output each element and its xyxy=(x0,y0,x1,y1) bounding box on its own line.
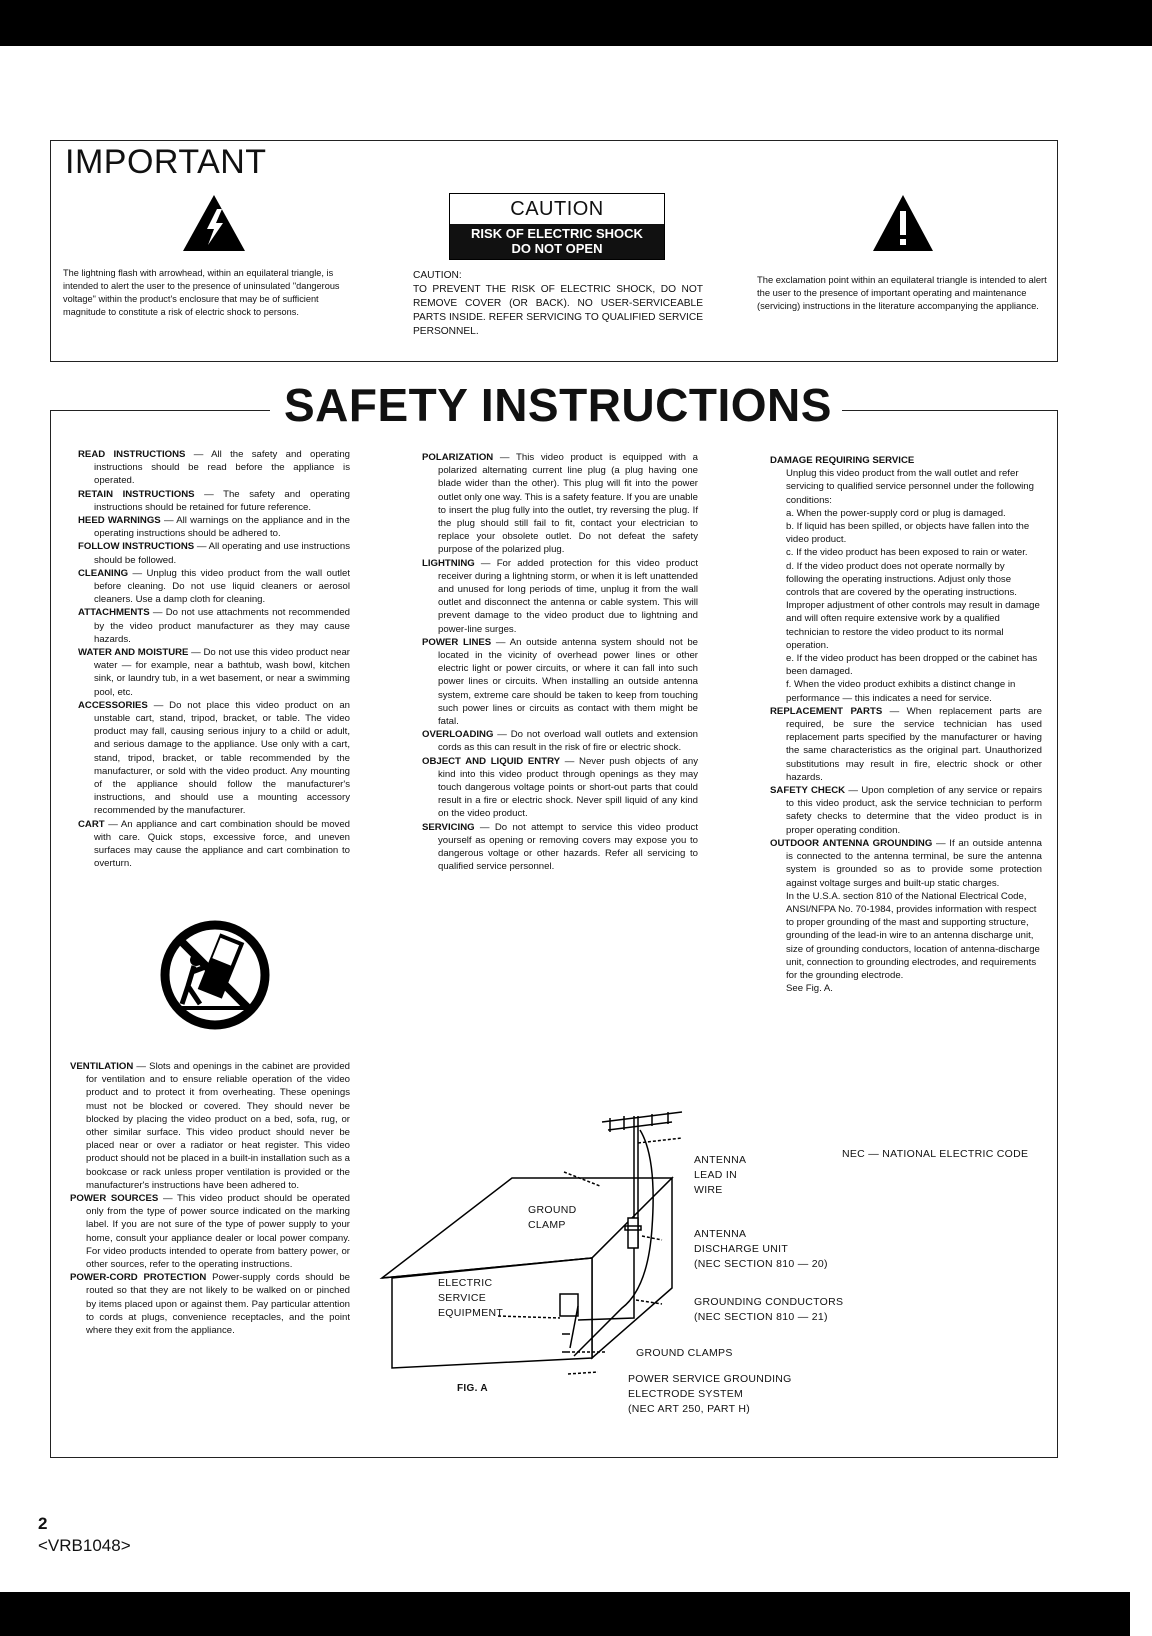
damage-condition: b. If liquid has been spilled, or objects have fallen into the video product. xyxy=(786,521,1030,546)
safety-column-3 xyxy=(770,454,1042,995)
safety-item-text: — For added protection for this video product receiver during a lightning storm, or when it is left unattended and unused for long periods of time, unplug it from the wall outlet and disconnect the antenna or cable system. This will prevent damage to the video product due to lightning and power-line surges. xyxy=(438,557,698,635)
damage-heading xyxy=(770,454,1042,467)
safety-item-text: — Upon completion of any service or repairs to this video product, ask the service technician to perform safety checks to determine that the video product is in proper operating condition. xyxy=(786,785,1042,836)
exclamation-explanation: The exclamation point within an equilateral triangle is intended to alert the user to the presence of important operating and maintenance (servicing) instructions in the literature accompanying the appliance. xyxy=(757,274,1047,311)
electric-line3: EQUIPMENT xyxy=(438,1307,504,1319)
conductors-line1: GROUNDING CONDUCTORS xyxy=(694,1296,844,1308)
electric-line2: SERVICE xyxy=(438,1292,487,1304)
safety-column-1-lower xyxy=(70,1060,350,1337)
safety-item xyxy=(78,646,350,699)
caution-label xyxy=(449,193,665,260)
safety-item xyxy=(78,514,350,540)
safety-item xyxy=(78,606,350,646)
safety-item-term: RETAIN INSTRUCTIONS xyxy=(78,488,195,500)
safety-item-text: — Do not use attachments not recommended by the video product manufacturer as they may cause hazards. xyxy=(94,607,350,645)
safety-item xyxy=(422,821,698,874)
safety-item xyxy=(770,784,1042,837)
safety-item-text: — Never push objects of any kind into this video product through openings as they may touch dangerous voltage points or short-out parts that could result in a fire or electric shock. Never spill liquid of any kind on the video product. xyxy=(438,755,698,820)
caution-label-title: CAUTION xyxy=(510,198,604,220)
caution-label-line1: RISK OF ELECTRIC SHOCK xyxy=(471,226,643,241)
safety-item xyxy=(70,1060,350,1192)
safety-item xyxy=(770,705,1042,784)
discharge-unit-label xyxy=(694,1227,828,1272)
caution-text: TO PREVENT THE RISK OF ELECTRIC SHOCK, DO NOT REMOVE COVER (OR BACK). NO USER-SERVICEABLE PARTS INSIDE. REFER SERVICING TO QUALIFIED SERVICE PERSONNEL. xyxy=(413,284,703,337)
safety-item xyxy=(78,448,350,488)
damage-condition: a. When the power-supply cord or plug is damaged. xyxy=(786,507,1006,519)
antenna-lead-line3: WIRE xyxy=(694,1184,723,1196)
antenna-lead-line2: LEAD IN xyxy=(694,1169,737,1181)
safety-item xyxy=(422,557,698,636)
safety-item-term: ATTACHMENTS xyxy=(78,607,150,619)
bottom-scan-border xyxy=(0,1592,1130,1636)
safety-item xyxy=(422,451,698,557)
page-number: 2 xyxy=(38,1514,48,1533)
safety-item-text: — Do not place this video product on an unstable cart, stand, tripod, bracket, or table. The video product may fall, causing serious injury to a child or adult, and serious damage to the appliance. Use only with a cart, stand, tripod, bracket, or table recommended by the manufacturer, or sold with the video product. Any mounting of the appliance should follow the manufacturer's instructions, and should use a mounting accessory recommended by the manufacturer. xyxy=(94,699,350,817)
ground-clamp-label xyxy=(528,1203,576,1233)
important-title: IMPORTANT xyxy=(65,143,267,181)
electric-line1: ELECTRIC xyxy=(438,1277,493,1289)
safety-item xyxy=(422,636,698,728)
safety-item-term: ACCESSORIES xyxy=(78,699,148,711)
caution-label-warning xyxy=(450,224,664,259)
safety-item-term: SAFETY CHECK xyxy=(770,785,846,797)
safety-column-1 xyxy=(78,448,350,871)
safety-item-text: — This video product is equipped with a polarized alternating current line plug (a plug having one blade wider than the other). This plug will fit into the power outlet only one way. This is a safety feature. If you are unable to insert the plug fully into the outlet, try reversing the plug. If the plug should still fail to fit, contact your electrician to replace your obsolete outlet. Do not defeat the safety purpose of the polarized plug. xyxy=(438,452,698,556)
safety-item xyxy=(770,837,1042,890)
electrode-line3: (NEC ART 250, PART H) xyxy=(628,1403,751,1415)
safety-item-text: — This video product should be operated only from the type of power source indicated on the marking label. If you are not sure of the type of power supply to your home, consult your appliance dealer or local power company. For video products intended to operate from battery power, or other sources, refer to the operating instructions. xyxy=(86,1193,351,1271)
safety-item-term: POLARIZATION xyxy=(422,452,494,463)
safety-item-term: READ INSTRUCTIONS xyxy=(78,449,186,460)
damage-condition: c. If the video product has been exposed to rain or water. xyxy=(786,547,1028,559)
damage-condition: f. When the video product exhibits a distinct change in performance — this indicates a need for service. xyxy=(786,679,1016,704)
antenna-lead-line1: ANTENNA xyxy=(694,1154,747,1166)
caution-label-line2: DO NOT OPEN xyxy=(511,241,603,256)
safety-item-term: WATER AND MOISTURE xyxy=(78,647,189,659)
figure-caption: FIG. A xyxy=(457,1383,488,1394)
safety-item-term: POWER SOURCES xyxy=(70,1193,159,1205)
safety-item xyxy=(78,567,350,607)
safety-item-text: — Unplug this video product from the wall outlet before cleaning. Do not use liquid cleaners or aerosol cleaners. Use a damp cloth for cleaning. xyxy=(94,567,350,606)
ground-clamps-label: GROUND CLAMPS xyxy=(636,1347,733,1359)
safety-item-term: DAMAGE REQUIRING SERVICE xyxy=(770,455,915,466)
nec-note: NEC — NATIONAL ELECTRIC CODE xyxy=(842,1148,1029,1160)
safety-item-term: VENTILATION xyxy=(70,1061,134,1072)
nec-paragraph: In the U.S.A. section 810 of the National Electrical Code, ANSI/NFPA No. 70-1984, provides information with respect to proper grounding of the mast and supporting structure, grounding of the lead-in wire to an antenna discharge unit, size of grounding conductors, location of antenna-discharge unit, connection to grounding electrodes, and requirements for the grounding electrode. xyxy=(786,890,1040,981)
electric-service-label xyxy=(438,1276,503,1321)
safety-item-text: — An outside antenna system should not be located in the vicinity of overhead power lines or other electric light or power circuits, or where it can fall into such power lines or circuits. When installing an outside antenna system, extreme care should be taken to keep from touching such power lines or circuits as contact with them might be fatal. xyxy=(438,636,698,728)
safety-item-text: — Slots and openings in the cabinet are provided for ventilation and to ensure reliable operation of the video product and to protect it from overheating. These openings must not be blocked or covered. They should never be blocked by placing the video product on a bed, sofa, rug, or other similar surface. This video product should never be placed near or over a radiator or heat register. This video product should not be placed in a built-in installation such as a bookcase or rack unless proper ventilation is provided or the manufacturer's instructions have been adhered to. xyxy=(86,1061,350,1191)
safety-item-term: HEED WARNINGS xyxy=(78,515,161,527)
grounding-conductors-label xyxy=(694,1295,843,1325)
safety-item-term: POWER-CORD PROTECTION xyxy=(70,1272,207,1284)
safety-item xyxy=(78,699,350,818)
safety-item-term: OVERLOADING xyxy=(422,729,494,741)
lightning-explanation: The lightning flash with arrowhead, within an equilateral triangle, is intended to alert the user to the presence of uninsulated "dangerous voltage" within the product's enclosure that may be of sufficient magnitude to constitute a risk of electric shock to persons. xyxy=(63,268,340,317)
discharge-line3: (NEC SECTION 810 — 20) xyxy=(694,1258,828,1270)
safety-item-term: OBJECT AND LIQUID ENTRY xyxy=(422,755,561,767)
ground-clamp-line2: CLAMP xyxy=(528,1219,566,1231)
no-cart-tipover-icon xyxy=(160,920,270,1030)
important-notice-box xyxy=(50,140,1058,362)
safety-item-text: — An appliance and cart combination should be moved with care. Quick stops, excessive force, and uneven surfaces may cause the appliance and cart combination to overturn. xyxy=(94,818,350,870)
safety-item xyxy=(70,1271,350,1337)
safety-item-text: — Do not overload wall outlets and extension cords as this can result in the risk of fire or electric shock. xyxy=(438,729,698,754)
safety-item-text: — If an outside antenna is connected to the antenna terminal, be sure the antenna system is grounded so as to provide some protection against voltage surges and built-up static charges. xyxy=(786,837,1042,889)
safety-item-text: — The safety and operating instructions should be retained for future reference. xyxy=(94,488,350,513)
safety-item-term: CLEANING xyxy=(78,567,129,579)
damage-intro: Unplug this video product from the wall outlet and refer servicing to qualified service personnel under the following conditions: xyxy=(786,468,1034,506)
safety-item-term: LIGHTNING xyxy=(422,557,475,569)
lightning-warning-icon xyxy=(181,193,247,253)
safety-item xyxy=(78,818,350,871)
safety-item-term: REPLACEMENT PARTS xyxy=(770,705,883,717)
safety-item-term: POWER LINES xyxy=(422,636,492,648)
ground-clamp-line1: GROUND xyxy=(528,1204,577,1216)
safety-item-text: — All the safety and operating instructions should be read before the appliance is operated. xyxy=(94,449,350,487)
safety-item xyxy=(78,540,350,566)
safety-item-text: — When replacement parts are required, be sure the service technician has used replacement parts specified by the manufacturer or having the same characteristics as the original part. Unauthorized substitutions may result in fire, electric shock or other hazards. xyxy=(786,705,1042,783)
safety-item-term: CART xyxy=(78,818,105,830)
safety-item xyxy=(422,755,698,821)
document-code: <VRB1048> xyxy=(38,1536,131,1555)
damage-condition: e. If the video product has been dropped or the cabinet has been damaged. xyxy=(786,653,1038,678)
caution-heading: CAUTION: xyxy=(413,270,462,281)
safety-item xyxy=(422,728,698,754)
safety-item-text: — All warnings on the appliance and in the operating instructions should be adhered to. xyxy=(94,515,350,540)
safety-item xyxy=(70,1192,350,1271)
safety-item-text: — Do not use this video product near water — for example, near a bathtub, wash bowl, kitchen sink, or laundry tub, in a wet basement, or near a swimming pool, etc. xyxy=(94,647,350,698)
electrode-system-label xyxy=(628,1372,792,1417)
safety-title: SAFETY INSTRUCTIONS xyxy=(284,379,832,431)
safety-item-term: FOLLOW INSTRUCTIONS xyxy=(78,541,195,553)
safety-item-text: Power-supply cords should be routed so that they are not likely to be walked on or pinched by items placed upon or against them. Pay particular attention to cords at plugs, convenience receptacles, and the point where they exit from the appliance. xyxy=(86,1272,350,1337)
safety-item-text: — All operating and use instructions should be followed. xyxy=(94,541,350,566)
safety-item xyxy=(78,488,350,514)
top-scan-border xyxy=(0,0,1152,46)
safety-item-text: — Do not attempt to service this video product yourself as opening or removing covers may expose you to dangerous voltage or other hazards. Refer all servicing to qualified service personnel. xyxy=(438,821,698,873)
electrode-line2: ELECTRODE SYSTEM xyxy=(628,1388,744,1400)
conductors-line2: (NEC SECTION 810 — 21) xyxy=(694,1311,828,1323)
safety-column-2 xyxy=(422,451,698,874)
see-fig-reference: See Fig. A. xyxy=(786,983,833,995)
discharge-line2: DISCHARGE UNIT xyxy=(694,1243,789,1255)
safety-item-term: OUTDOOR ANTENNA GROUNDING xyxy=(770,837,933,849)
damage-condition: d. If the video product does not operate normally by following the operating instructions. Adjust only those controls that are covered by the operating instructions. Improper adjustment of other controls may result in damage and will often require extensive work by a qualified technician to restore the video product to its normal operation. xyxy=(786,560,1040,651)
antenna-lead-label xyxy=(694,1153,746,1198)
safety-item-term: SERVICING xyxy=(422,821,475,833)
exclamation-warning-icon xyxy=(871,193,935,253)
caution-statement xyxy=(413,269,703,339)
discharge-line1: ANTENNA xyxy=(694,1228,747,1240)
electrode-line1: POWER SERVICE GROUNDING xyxy=(628,1373,792,1385)
